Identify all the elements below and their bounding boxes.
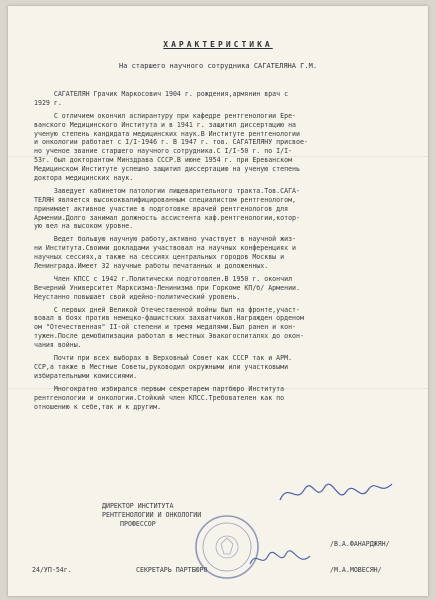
body-text-line: принимает активное участие в подготовке врачей рентгенологов для [34, 204, 289, 213]
secretary-title: СЕКРЕТАРЬ ПАРТБЮРО [136, 566, 208, 574]
document-body [34, 90, 414, 411]
body-text-line: тужен.После демобилизации работал в местных Эвакогоспиталях до окон- [34, 332, 304, 341]
body-text-line: отношению к себе,так и к другим. [34, 402, 162, 411]
body-text-line: Многократно избирался первым секретарем партбюро Института [34, 384, 285, 393]
director-title-line-3: ПРОФЕССОР [120, 520, 156, 528]
body-text-line: рентгенологии и онкологии.Стойкий член КПСС.Требователен как по [34, 393, 285, 402]
body-text-line: 1929 г. [34, 98, 62, 107]
body-text-line: Заведует кабинетом патологии пищеварительного тракта.Тов.САГА- [34, 186, 300, 195]
body-text-line: ССР,а также в Местные Советы,руководил окружными или участковыми [34, 362, 289, 371]
body-text-line: ую вел на высоком уровне. [34, 222, 134, 231]
body-text-line: Вечерний Университет Марксизма-Ленинизма при Горкоме КП/б/ Армении. [34, 283, 300, 292]
body-text-line: С первых дней Великой Отечественной войны был на фронте,участ- [34, 305, 300, 314]
body-text-line: ученую степень кандидата медицинских наук.В Институте рентгенологии [34, 129, 300, 138]
body-text-line: научных сессиях,а также на сессиях центральных городов Москвы и [34, 253, 285, 262]
secretary-signature [246, 546, 316, 572]
body-text-line: вовал в боях против немецко-фашистских захватчиков.Награжден орденом [34, 314, 304, 323]
body-text-line: ни Института.Своими докладами участвовал на научных конференциях и [34, 244, 297, 253]
body-text-line: Медицинском Институте успешно защитил диссертацию на ученую степень [34, 165, 300, 174]
document-subtitle: На старшего научного сотрудника САГАТЕЛЯНА Г.М. [118, 62, 318, 70]
body-text-line: 53г. был докторантом Минздрава СССР.В июне 1954 г. при Ереванском [34, 156, 293, 165]
document-page [8, 6, 428, 596]
body-text-line: Ленинграда.Имеет 32 научные работы печатанных и доложенных. [34, 262, 269, 271]
body-text-line: и онкологии работает с I/I-1946 г. В 1947 г. тов. САГАТЕЛЯНУ присвое- [34, 138, 308, 147]
body-text-line: ТЕЛЯН является высококвалифицированным специалистом рентгенологом, [34, 195, 297, 204]
body-text-line: Неустанно повышает свой идейно-политический уровень. [34, 292, 241, 301]
director-title-line-2: РЕНТГЕНОЛОГИИ И ОНКОЛОГИИ [102, 511, 202, 519]
body-text-line: ванского Медицинского Института и в 1941 г. защитил диссертацию на [34, 120, 297, 129]
body-text-line: С отличием окончил аспирантуру при кафедре рентгенологии Ере- [34, 111, 297, 120]
director-title-line-1: ДИРЕКТОР ИНСТИТУТА [102, 502, 174, 510]
body-text-line: избирательными комиссиями. [34, 371, 138, 380]
body-text-line: Армении.Долго занимал должность ассистента каф.рентгенологии,котор- [34, 213, 300, 222]
body-text-line: ом "Отечественная" II-ой степени и тремя медалями.Был ранен и кон- [34, 323, 297, 332]
body-text-line: доктора медицинских наук. [34, 174, 134, 183]
body-text-line: но ученое звание старшего научного сотрудника.С I/I-50 г. по I/I- [34, 147, 293, 156]
document-date: 24/УП-54г. [32, 566, 72, 574]
body-text-line: чания войны. [34, 341, 82, 350]
secretary-name: /М.А.МОВЕСЯН/ [330, 566, 382, 574]
body-text-line: Почти при всех выборах в Верховный Совет как СССР так и АРМ. [34, 354, 293, 363]
document-title: ХАРАКТЕРИСТИКА [163, 40, 273, 49]
body-text-line: Член КПСС с 1942 г.Политически подготовлен.В 1950 г. окончил [34, 274, 293, 283]
director-signature [276, 476, 396, 510]
director-name: /В.А.ФАНАРДЖЯН/ [330, 540, 390, 548]
body-text-line: Ведет большую научную работу,активно участвует в научной жиз- [34, 235, 297, 244]
body-text-line: САГАТЕЛЯН Грачик Маркосович 1904 г. рождения,армянин врач с [34, 90, 289, 98]
